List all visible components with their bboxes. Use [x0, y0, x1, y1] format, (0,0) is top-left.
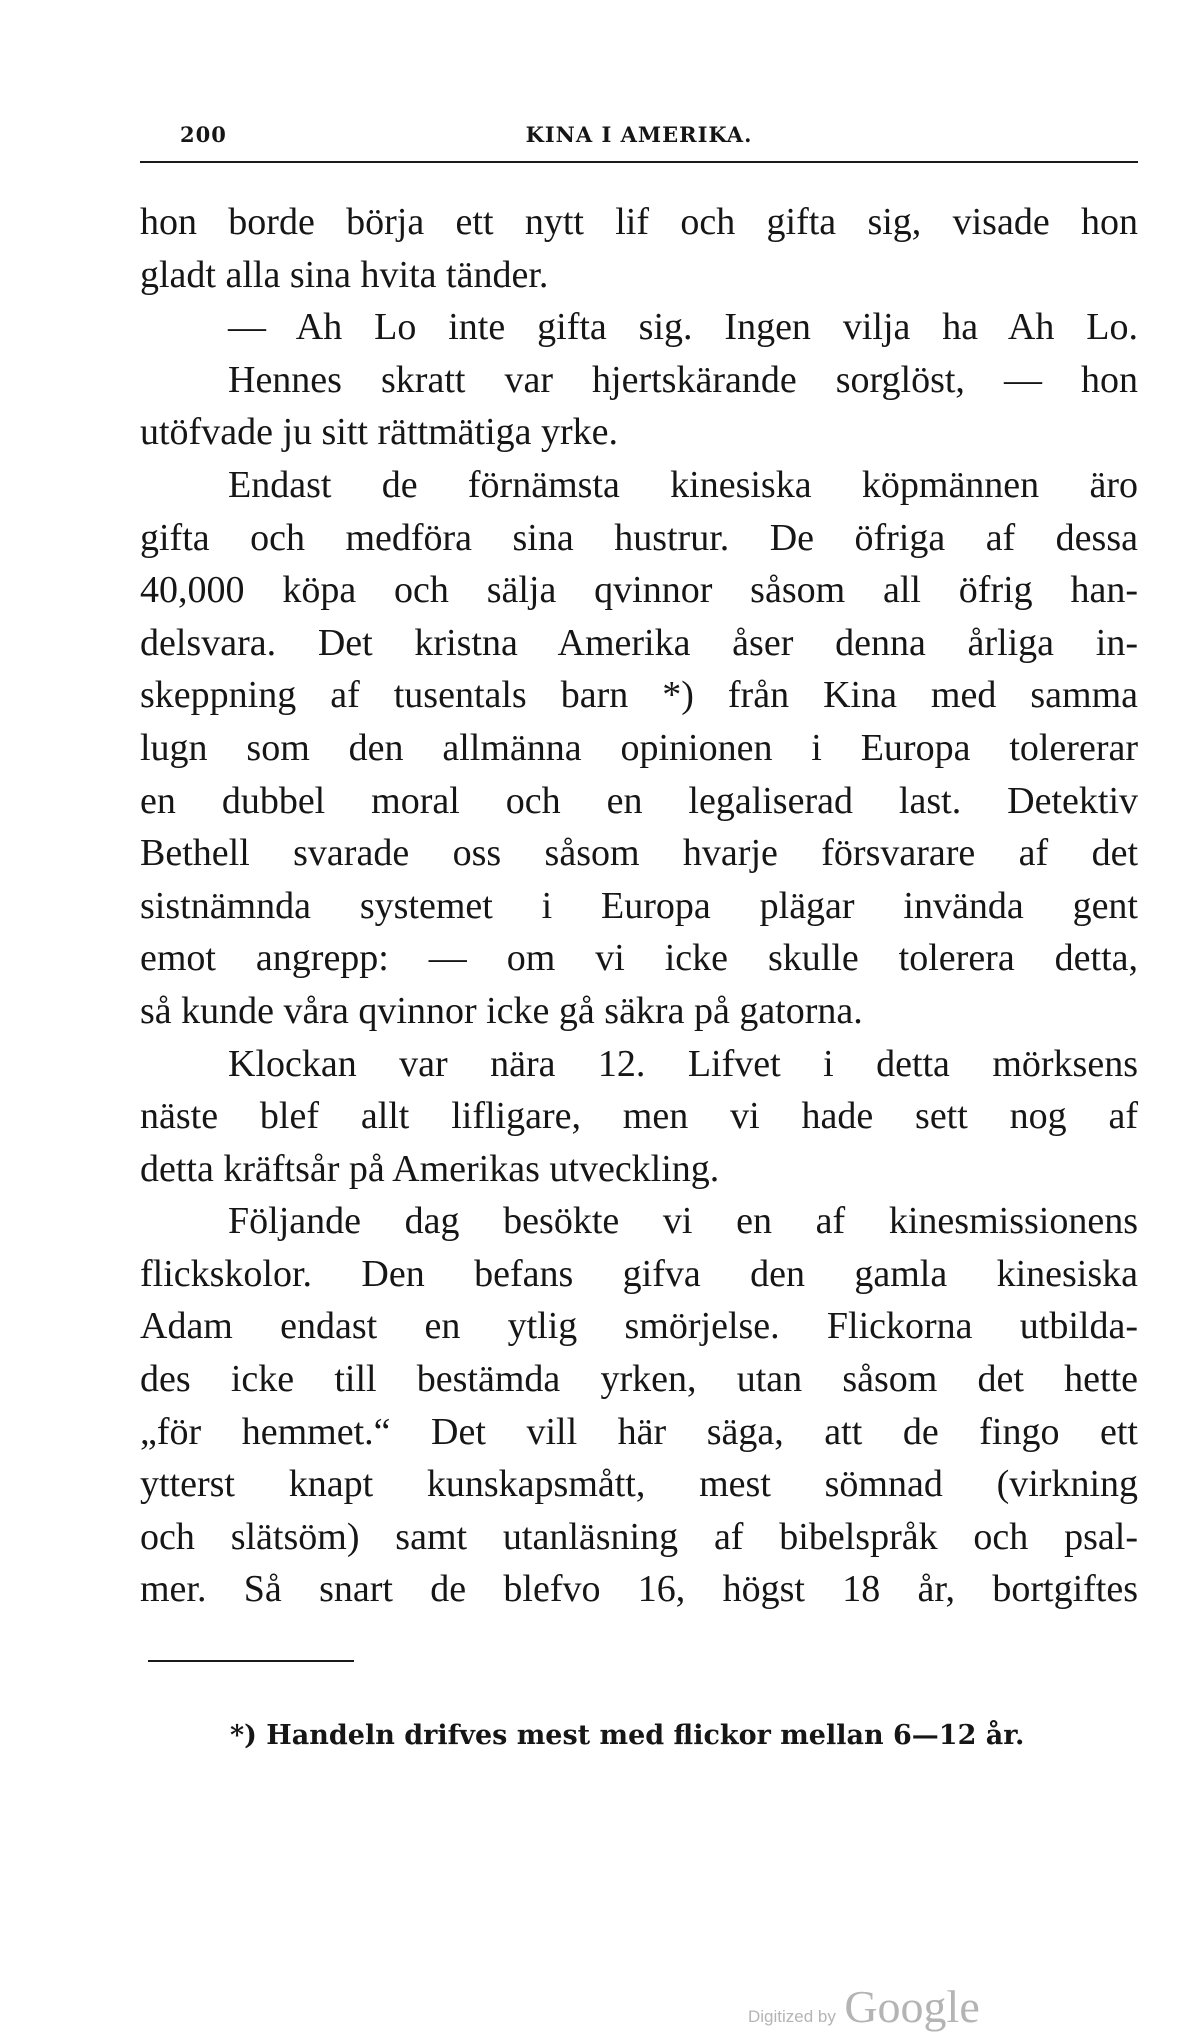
text-line: „för hemmet.“ Det vill här säga, att de fingo ett [140, 1410, 1138, 1453]
text-line: utöfvade ju sitt rättmätiga yrke. [140, 411, 619, 454]
text-line: Följande dag besökte vi en af kinesmissionens [228, 1200, 1138, 1243]
text-line: 40,000 köpa och sälja qvinnor såsom all öfrig han- [140, 569, 1138, 612]
text-line: Bethell svarade oss såsom hvarje försvarare af det [140, 832, 1138, 875]
text-line: Klockan var nära 12. Lifvet i detta mörksens [228, 1042, 1138, 1085]
text-line: Adam endast en ytlig smörjelse. Flickorna utbilda- [140, 1305, 1138, 1348]
text-line: des icke till bestämda yrken, utan såsom det hette [140, 1358, 1138, 1401]
running-title: KINA I AMERIKA. [525, 122, 753, 147]
footnote: *) Handeln drifves mest med flickor mellan 6—12 år. [230, 1720, 1025, 1751]
running-head [140, 116, 1138, 156]
text-line: hon borde börja ett nytt lif och gifta sig, visade hon [140, 201, 1138, 243]
text-line: näste blef allt lifligare, men vi hade sett nog af [140, 1095, 1138, 1138]
text-line: Endast de förnämsta kinesiska köpmännen äro [228, 463, 1138, 506]
text-line: lugn som den allmänna opinionen i Europa tolererar [140, 726, 1138, 769]
body-text [140, 196, 1138, 1616]
text-line: sistnämnda systemet i Europa plägar invända gent [140, 884, 1138, 927]
text-line: detta kräftsår på Amerikas utveckling. [140, 1147, 720, 1190]
text-line: — Ah Lo inte gifta sig. Ingen vilja ha Ah Lo. [228, 306, 1138, 349]
text-line: en dubbel moral och en legaliserad last. Detektiv [140, 779, 1138, 822]
digitized-watermark [748, 1980, 980, 2033]
text-line: skeppning af tusentals barn *) från Kina med samma [140, 674, 1138, 717]
text-line: mer. Så snart de blefvo 16, högst 18 år, bortgiftes [140, 1568, 1138, 1611]
watermark-prefix: Digitized by [748, 2007, 836, 2026]
text-line: Hennes skratt var hjertskärande sorglöst, — hon [228, 358, 1138, 401]
text-line: gifta och medföra sina hustrur. De öfriga af dessa [140, 516, 1138, 559]
text-line: emot angrepp: — om vi icke skulle tolerera detta, [140, 937, 1138, 980]
text-line: flickskolor. Den befans gifva den gamla kinesiska [140, 1252, 1138, 1295]
text-line: ytterst knapt kunskapsmått, mest sömnad (virkning [140, 1463, 1138, 1506]
text-line: och slätsöm) samt utanläsning af bibelspråk och psal- [140, 1515, 1138, 1558]
header-rule [140, 161, 1138, 163]
page-number: 200 [180, 122, 227, 147]
footnote-rule [148, 1660, 354, 1662]
text-line: gladt alla sina hvita tänder. [140, 253, 549, 296]
text-line: så kunde våra qvinnor icke gå säkra på gatorna. [140, 989, 863, 1032]
google-logo: Google [844, 1981, 980, 2032]
text-line: delsvara. Det kristna Amerika åser denna årliga in- [140, 621, 1138, 664]
